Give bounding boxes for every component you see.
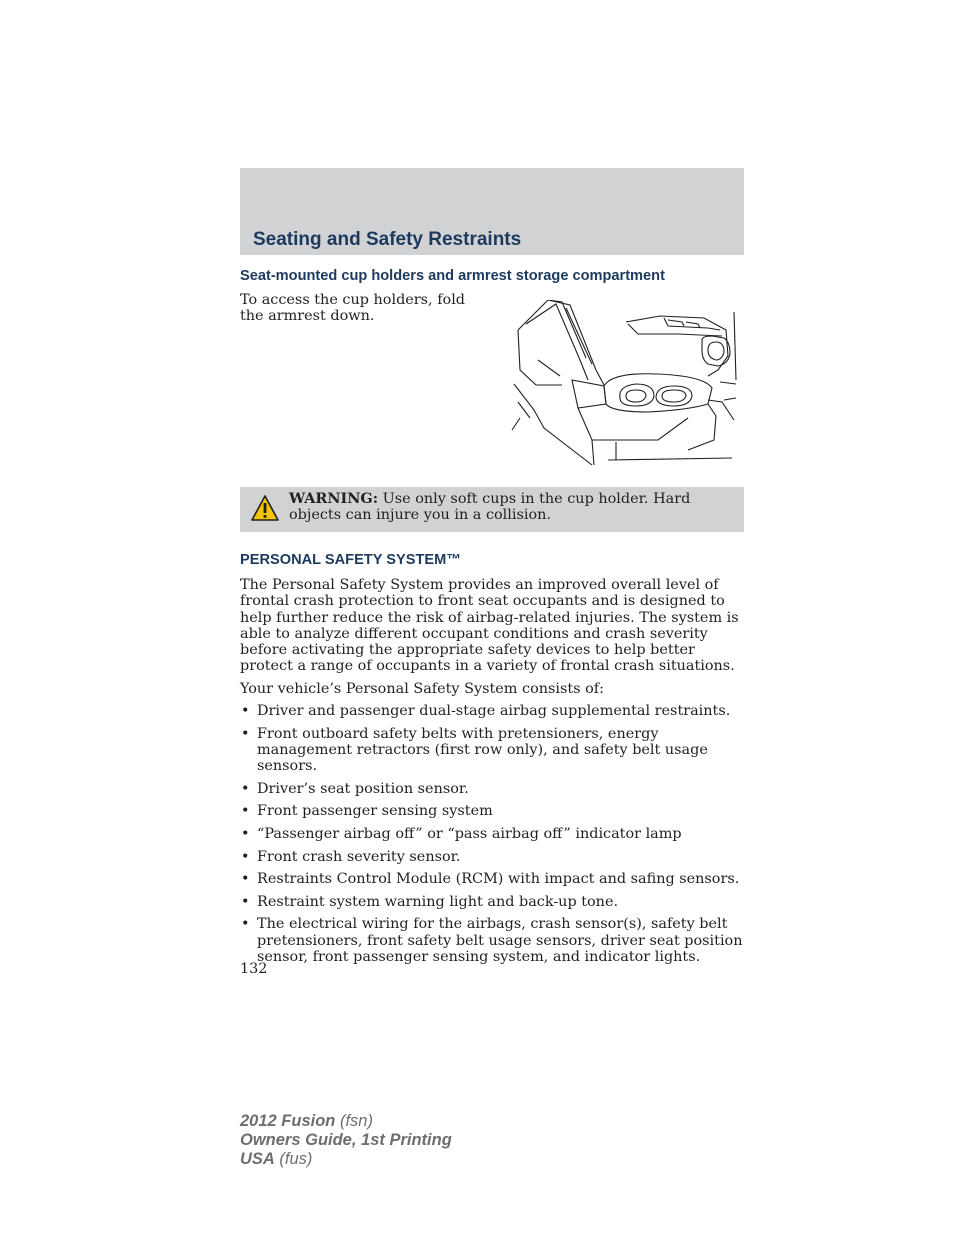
footer-line-1: [240, 1112, 452, 1131]
document-footer: [240, 1112, 452, 1169]
pss-component-list: [240, 703, 745, 972]
warning-label: WARNING:: [289, 490, 379, 507]
list-item: • Front passenger sensing system: [241, 803, 493, 820]
list-item: • The electrical wiring for the airbags, crash sensor(s), safety belt pretensioners, front safety belt usage sensors, driver seat position sensor, front passenger sensing system, and indicator lights.: [241, 916, 743, 965]
warning-message: Use only soft cups in the cup holder. Hard objects can injure you in a collision.: [289, 491, 691, 524]
list-item-text: Front outboard safety belts with pretensioners, energy management retractors (first row only), and safety belt usage sensors.: [257, 725, 708, 775]
list-item: • “Passenger airbag off” or “pass airbag off” indicator lamp: [241, 825, 682, 842]
list-item-text: Restraint system warning light and back-up tone.: [257, 893, 619, 910]
footer-line-3: [240, 1150, 452, 1169]
list-item: • Driver’s seat position sensor.: [241, 780, 469, 797]
chapter-header: [240, 168, 744, 255]
section-heading: Seat-mounted cup holders and armrest storage compartment: [240, 268, 665, 284]
warning-box: [240, 487, 744, 532]
pss-heading: PERSONAL SAFETY SYSTEM™: [240, 552, 461, 568]
list-item: • Restraint system warning light and back-up tone.: [241, 893, 619, 910]
page-number: 132: [240, 961, 268, 977]
list-item-text: Restraints Control Module (RCM) with impact and safing sensors.: [257, 871, 740, 888]
pss-paragraph: The Personal Safety System provides an improved overall level of frontal crash protection to front seat occupants and is designed to help further reduce the risk of airbag-related injuries. The system is able to analyze different occupant conditions and crash severity before activating the appropriate safety devices to help better protect a range of occupants in a variety of frontal crash situations.: [240, 577, 739, 675]
list-item: • Driver and passenger dual-stage airbag supplemental restraints.: [241, 703, 731, 719]
list-item: • Restraints Control Module (RCM) with impact and safing sensors.: [241, 871, 740, 888]
list-item-text: Driver’s seat position sensor.: [257, 780, 469, 797]
list-item: • Front crash severity sensor.: [241, 848, 461, 865]
footer-market-code: (fus): [274, 1150, 313, 1168]
list-item: • Front outboard safety belts with pretensioners, energy management retractors (first row only), and safety belt usage sensors.: [241, 725, 708, 775]
intro-text: To access the cup holders, fold the armrest down.: [240, 292, 466, 325]
footer-line-2: Owners Guide, 1st Printing: [240, 1131, 452, 1149]
list-item-text: Driver and passenger dual-stage airbag supplemental restraints.: [257, 703, 731, 719]
list-item-text: Front passenger sensing system: [257, 803, 493, 820]
footer-model-code: (fsn): [335, 1112, 373, 1130]
footer-model: 2012 Fusion: [240, 1112, 336, 1130]
cup-holder-illustration: [508, 300, 740, 468]
list-item-text: “Passenger airbag off” or “pass airbag off” indicator lamp: [257, 825, 682, 842]
chapter-title: Seating and Safety Restraints: [253, 229, 522, 250]
footer-market: USA: [240, 1150, 275, 1168]
list-item-text: Front crash severity sensor.: [257, 848, 461, 865]
warning-triangle-icon: [250, 494, 280, 522]
list-item-text: The electrical wiring for the airbags, crash sensor(s), safety belt pretensioners, front safety belt usage sensors, driver seat position sensor, front passenger sensing system, and indicator lights.: [257, 916, 743, 965]
pss-consists-text: Your vehicle’s Personal Safety System consists of:: [240, 681, 604, 697]
warning-text: [289, 491, 739, 524]
